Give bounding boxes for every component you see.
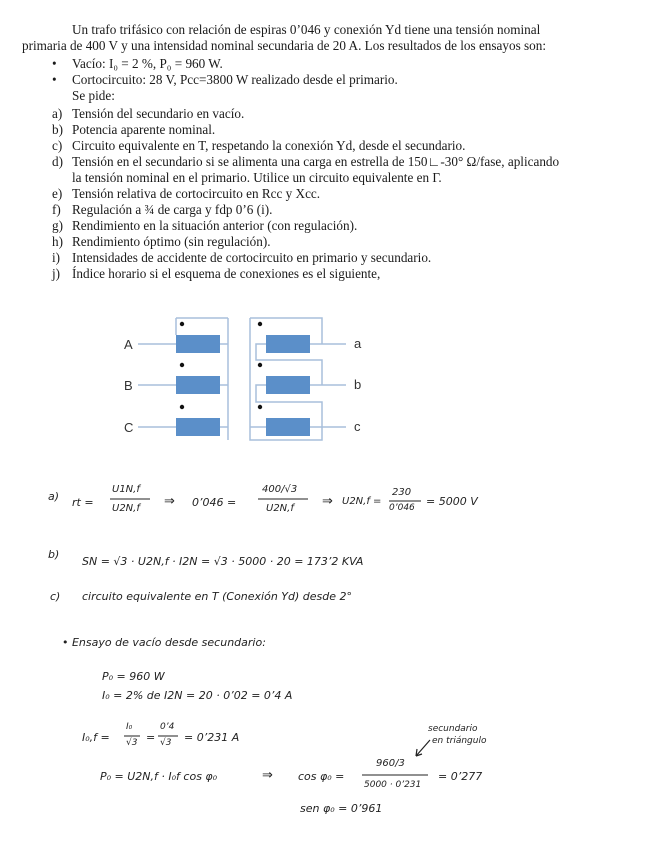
secondary-terminal-label: c <box>354 419 361 434</box>
question-mark: c) <box>52 138 63 153</box>
question-item <box>52 266 380 282</box>
a-frac2-bar <box>258 498 308 500</box>
i0-value: I₀ = 2% de I2N = 20 · 0’02 = 0’4 A <box>102 689 293 702</box>
question-mark: b) <box>52 122 63 137</box>
a-mark: a) <box>48 490 60 503</box>
question-item <box>52 122 215 138</box>
se-pide-text: Se pide: <box>72 88 115 103</box>
a-frac3-bar <box>389 500 421 502</box>
question-text: Circuito equivalente en T, respetando la conexión Yd, desde el secundario. <box>72 138 466 153</box>
connection-diagram <box>110 312 380 442</box>
i0f-frac2-den: √3 <box>160 738 172 748</box>
cos-frac-bar <box>362 774 428 776</box>
cos-result: = 0’277 <box>438 770 483 783</box>
polarity-dot <box>258 363 262 367</box>
primary-coil <box>176 418 220 436</box>
question-text: Potencia aparente nominal. <box>72 122 216 137</box>
i0f-frac2-bar <box>158 735 178 737</box>
a-frac3-num: 230 <box>392 487 412 498</box>
c-mark: c) <box>50 590 61 603</box>
question-item <box>52 138 465 154</box>
question-mark: h) <box>52 234 63 249</box>
bullet-mark: • <box>52 56 57 71</box>
secondary-terminal-label: b <box>354 377 362 392</box>
question-text-continued: la tensión nominal en el primario. Utilice un circuito equivalente en Γ. <box>72 170 442 185</box>
i0f-result: = 0’231 A <box>184 731 240 744</box>
question-text: Rendimiento en la situación anterior (con regulación). <box>72 218 358 233</box>
b-mark: b) <box>48 548 60 561</box>
i0f-frac1-bar <box>124 735 140 737</box>
question-item <box>52 202 272 218</box>
question-mark: i) <box>52 250 61 265</box>
secondary-coil <box>266 418 310 436</box>
a-arrow2: ⇒ <box>322 494 333 509</box>
bullet-mark: • <box>52 72 57 87</box>
intro-line-1: Un trafo trifásico con relación de espiras 0’046 y conexión Yd tiene una tensión nominal <box>72 22 541 37</box>
cos-label: cos φ₀ = <box>298 770 345 783</box>
a-frac1-bar <box>110 498 150 500</box>
secondary-terminal-label: a <box>354 336 362 351</box>
polarity-dot <box>258 405 262 409</box>
question-text: Tensión en el secundario si se alimenta una carga en estrella de 150∟-30° Ω/fase, aplicando <box>72 154 560 169</box>
cos-den: 5000 · 0’231 <box>364 780 422 790</box>
polarity-dot <box>180 363 184 367</box>
a-frac1-den: U2N,f <box>112 503 140 514</box>
a-eq3: U2N,f = <box>342 496 382 507</box>
question-text: Tensión del secundario en vacío. <box>72 106 245 121</box>
note-line-1: secundario <box>428 724 478 734</box>
problem-intro <box>22 22 636 54</box>
i0f-eq: = <box>146 731 156 744</box>
p0-equation: P₀ = U2N,f · I₀f cos φ₀ <box>100 770 218 783</box>
polarity-dot <box>180 405 184 409</box>
b-text: SN = √3 · U2N,f · I2N = √3 · 5000 · 20 = 173’2 KVA <box>82 555 364 568</box>
primary-coil <box>176 376 220 394</box>
primary-coil <box>176 335 220 353</box>
note-line-2: en triángulo <box>432 736 487 746</box>
note-arrow-icon <box>410 738 434 760</box>
a-frac2-num: 400/√3 <box>262 484 298 495</box>
primary-terminal-label: A <box>124 337 133 352</box>
question-text: Intensidades de accidente de cortocircuito en primario y secundario. <box>72 250 432 265</box>
secondary-coil <box>266 335 310 353</box>
a-arrow1: ⇒ <box>164 494 175 509</box>
question-mark: a) <box>52 106 63 121</box>
question-item <box>52 250 431 266</box>
i0f-frac1-den: √3 <box>126 738 138 748</box>
p0-value: P₀ = 960 W <box>102 670 165 683</box>
question-item <box>52 218 357 234</box>
cos-num: 960/3 <box>376 758 405 769</box>
question-mark: j) <box>52 266 61 281</box>
a-frac2-den: U2N,f <box>266 503 294 514</box>
primary-terminal-label: C <box>124 420 134 435</box>
vacio-title: • Ensayo de vacío desde secundario: <box>62 636 266 649</box>
i0f-frac2-num: 0’4 <box>160 722 175 732</box>
question-mark: g) <box>52 218 63 233</box>
question-text: Regulación a ¾ de carga y fdp 0’6 (i). <box>72 202 273 217</box>
i0f-label: I₀,f = <box>82 731 110 744</box>
question-text: Índice horario si el esquema de conexiones es el siguiente, <box>72 266 381 281</box>
i0f-frac1-num: I₀ <box>126 722 133 732</box>
question-item <box>52 154 560 185</box>
polarity-dot <box>180 322 184 326</box>
bullet-text: Vacío: I₀ = 2 %, P₀ = 960 W. <box>72 56 223 71</box>
question-item <box>52 234 271 250</box>
a-eq2: 0’046 = <box>192 496 237 509</box>
intro-line-2: primaria de 400 V y una intensidad nominal secundaria de 20 A. Los resultados de los ensayos son: <box>22 38 546 53</box>
primary-terminal-label: B <box>124 378 133 393</box>
a-result: = 5000 V <box>426 495 478 508</box>
p0-arrow: ⇒ <box>262 768 273 783</box>
polarity-dot <box>258 322 262 326</box>
question-mark: d) <box>52 154 63 169</box>
question-item <box>52 106 244 122</box>
question-item <box>52 186 320 202</box>
bullet-text: Cortocircuito: 28 V, Pcc=3800 W realizado desde el primario. <box>72 72 398 87</box>
sen-value: sen φ₀ = 0’961 <box>300 802 383 815</box>
a-frac1-num: U1N,f <box>112 484 140 495</box>
question-text: Tensión relativa de cortocircuito en Rcc y Xcc. <box>72 186 321 201</box>
c-text: circuito equivalente en T (Conexión Yd) desde 2° <box>82 590 353 603</box>
question-text: Rendimiento óptimo (sin regulación). <box>72 234 271 249</box>
a-rt: rt = <box>72 496 94 509</box>
secondary-coil <box>266 376 310 394</box>
a-frac3-den: 0’046 <box>389 503 415 513</box>
question-mark: e) <box>52 186 63 201</box>
question-mark: f) <box>52 202 61 217</box>
